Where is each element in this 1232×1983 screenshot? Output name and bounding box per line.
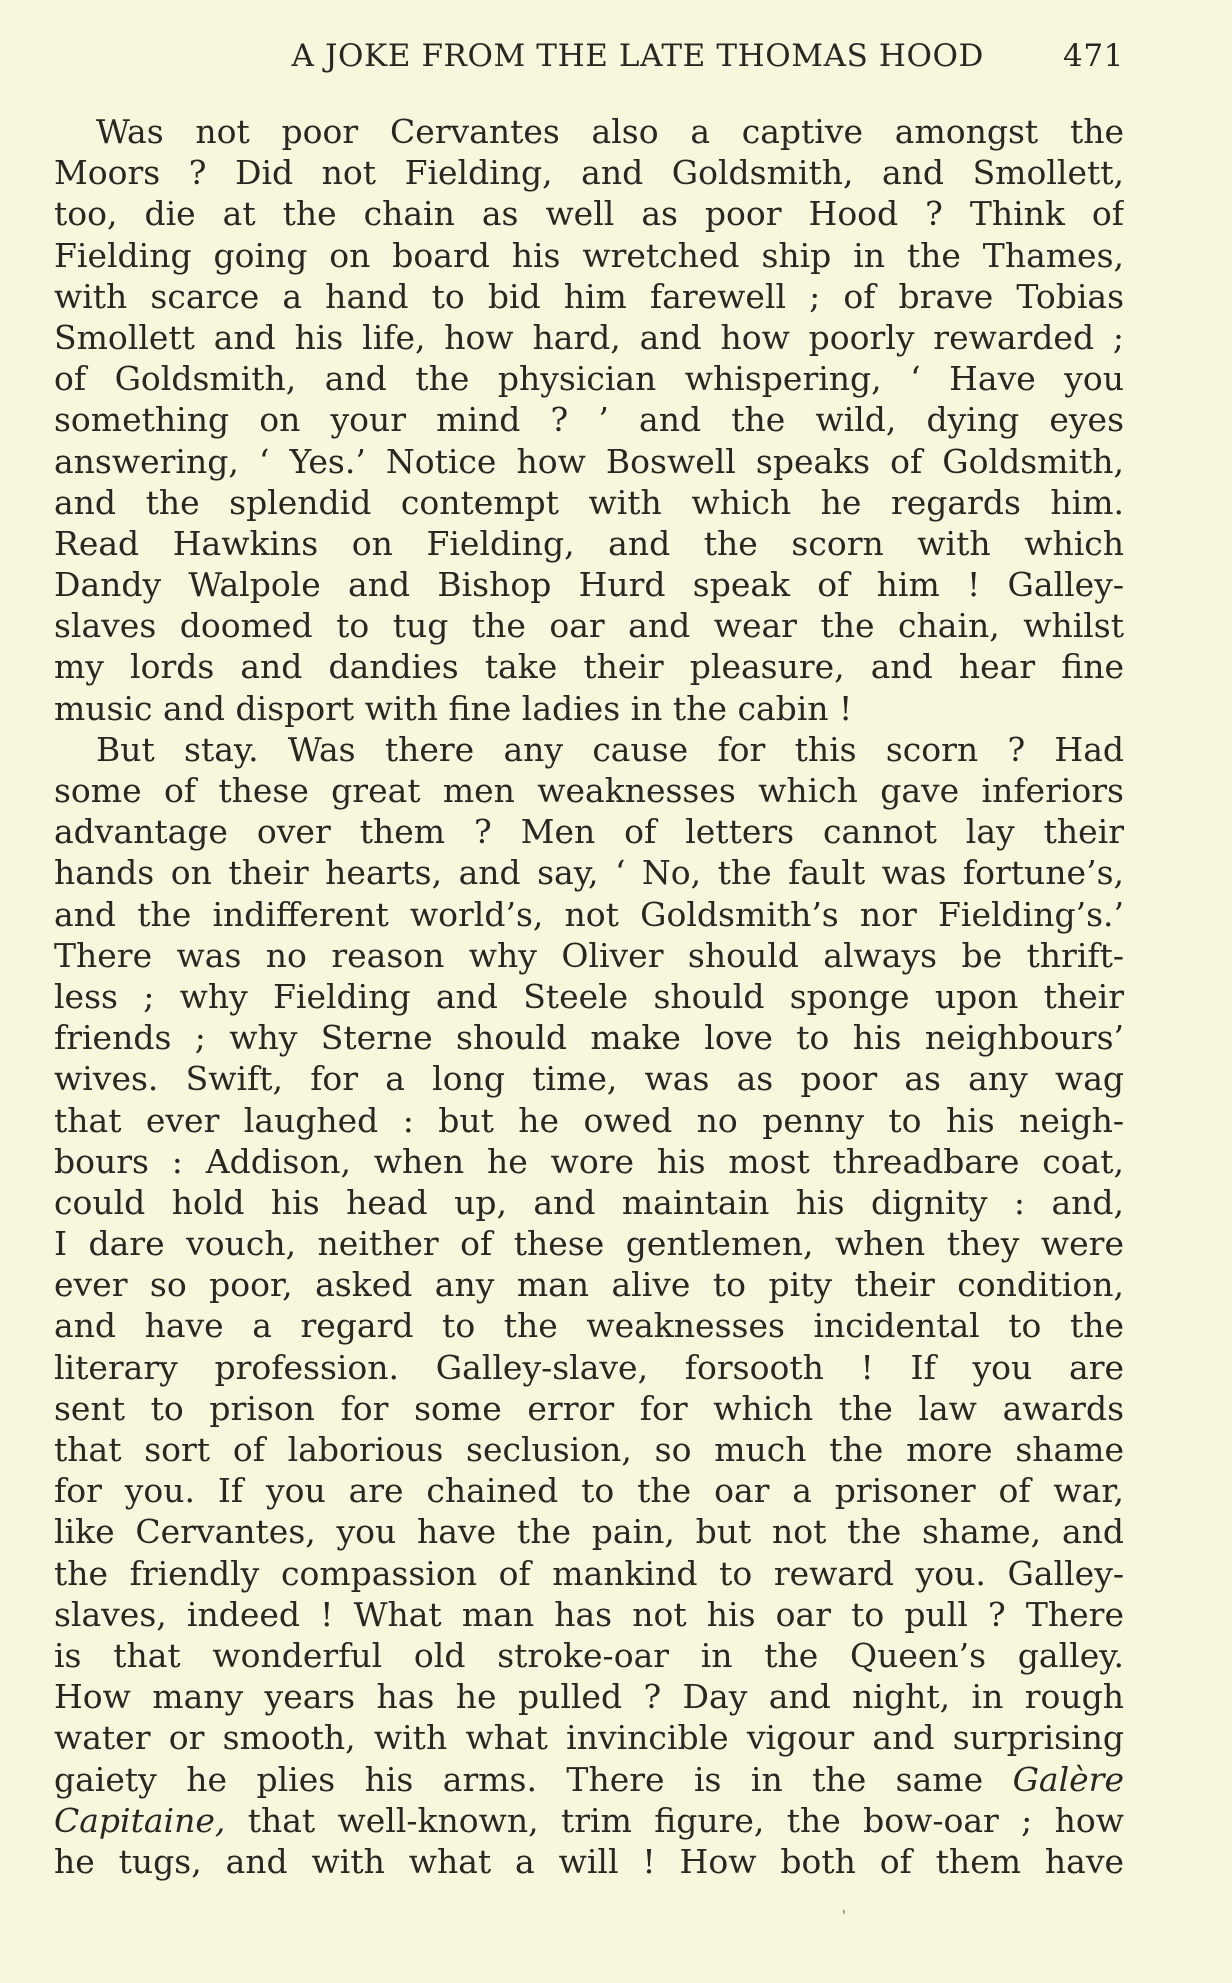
text-line: sent to prison for some error for which the law awards	[54, 1388, 1124, 1428]
text-line: music and disport with fine ladies in the cabin !	[54, 688, 853, 728]
text-line-with-italic	[54, 1759, 1124, 1800]
text-line: of Goldsmith, and the physician whispering, ‘ Have you	[54, 359, 1124, 399]
text-line: There was no reason why Oliver should always be thrift-	[54, 935, 1124, 975]
text-line: could hold his head up, and maintain his dignity : and,	[54, 1182, 1124, 1222]
text-line-start: gaiety he plies his arms. There is in the same	[54, 1759, 984, 1799]
text-line: Smollett and his life, how hard, and how poorly rewarded ;	[54, 317, 1124, 357]
text-line: But stay. Was there any cause for this scorn ? Had	[96, 729, 1124, 769]
text-line: he tugs, and with what a will ! How both of them have	[54, 1841, 1124, 1881]
text-line: that sort of laborious seclusion, so much the more shame	[54, 1430, 1124, 1469]
stray-ink-mark: `	[830, 1907, 851, 1930]
text-line: some of these great men weaknesses which gave inferiors	[54, 771, 1124, 810]
text-line: ever so poor, asked any man alive to pity their condition,	[54, 1265, 1124, 1305]
text-line: is that wonderful old stroke-oar in the Queen’s galley.	[54, 1635, 1124, 1675]
text-line: slaves, indeed ! What man has not his oar to pull ? There	[54, 1594, 1124, 1634]
text-line: with scarce a hand to bid him farewell ; of brave Tobias	[54, 276, 1124, 316]
text-line: like Cervantes, you have the pain, but not the shame, and	[54, 1512, 1124, 1552]
body-text	[54, 111, 1124, 1882]
text-line: and have a regard to the weaknesses incidental to the	[54, 1306, 1124, 1346]
text-line: advantage over them ? Men of letters cannot lay their	[54, 812, 1124, 852]
text-line: Dandy Walpole and Bishop Hurd speak of him ! Galley-	[54, 565, 1124, 605]
text-line: that ever laughed : but he owed no penny to his neigh-	[54, 1100, 1124, 1140]
text-line: How many years has he pulled ? Day and night, in rough	[54, 1677, 1124, 1717]
text-line: answering, ‘ Yes.’ Notice how Boswell speaks of Goldsmith,	[54, 441, 1124, 481]
text-line: my lords and dandies take their pleasure, and hear fine	[54, 647, 1124, 687]
text-line: and the splendid contempt with which he regards him.	[54, 482, 1124, 522]
text-line: hands on their hearts, and say, ‘ No, the fault was fortune’s,	[54, 853, 1124, 893]
text-line: Read Hawkins on Fielding, and the scorn with which	[54, 523, 1124, 563]
italic-word: Galère	[1012, 1759, 1124, 1799]
running-head	[54, 36, 1124, 76]
text-line: friends ; why Sterne should make love to his neighbours’	[54, 1018, 1124, 1058]
text-line: too, die at the chain as well as poor Hood ? Think of	[54, 194, 1124, 234]
text-line: and the indifferent world’s, not Goldsmith’s nor Fielding’s.’	[54, 894, 1124, 934]
text-line: less ; why Fielding and Steele should sponge upon their	[54, 976, 1124, 1016]
text-line: slaves doomed to tug the oar and wear the chain, whilst	[54, 606, 1124, 646]
text-line: Moors ? Did not Fielding, and Goldsmith, and Smollett,	[54, 153, 1124, 193]
italic-word: Capitaine,	[54, 1800, 226, 1840]
text-line: Fielding going on board his wretched ship in the Thames,	[54, 235, 1124, 275]
text-line: wives. Swift, for a long time, was as poor as any wag	[54, 1059, 1124, 1099]
text-line: water or smooth, with what invincible vigour and surprising	[54, 1718, 1124, 1758]
text-line: Was not poor Cervantes also a captive amongst the	[96, 112, 1124, 151]
text-line: bours : Addison, when he wore his most threadbare coat,	[54, 1141, 1124, 1181]
page-number: 471	[1063, 38, 1124, 74]
text-line: something on your mind ? ’ and the wild, dying eyes	[54, 400, 1124, 440]
text-line: literary profession. Galley-slave, forsooth ! If you are	[54, 1347, 1124, 1387]
running-title: A JOKE FROM THE LATE THOMAS HOOD	[291, 38, 984, 74]
text-line: I dare vouch, neither of these gentlemen, when they were	[54, 1224, 1124, 1264]
text-line: for you. If you are chained to the oar a prisoner of war,	[54, 1471, 1124, 1511]
text-line: the friendly compassion of mankind to reward you. Galley-	[54, 1553, 1124, 1593]
text-line-rest: that well-known, trim figure, the bow-oar ; how	[225, 1800, 1124, 1840]
text-line-italic-start	[54, 1800, 1124, 1841]
